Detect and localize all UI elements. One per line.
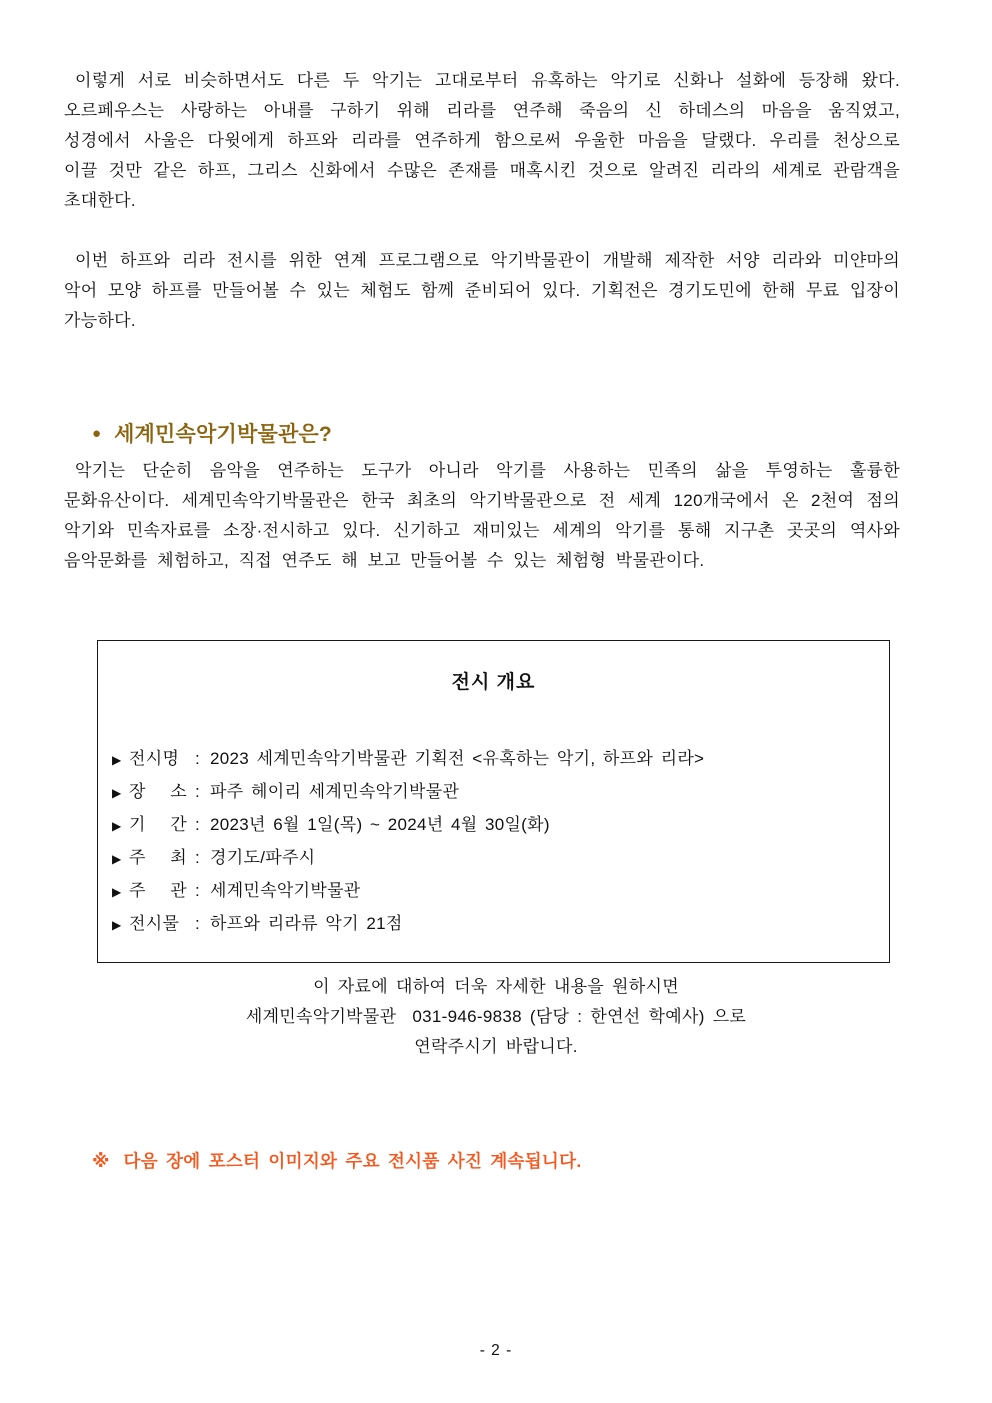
triangle-bullet-icon: ▶ — [112, 852, 122, 866]
overview-item-organizer — [112, 874, 889, 907]
contact-info — [0, 972, 992, 1062]
overview-item-colon: : — [195, 881, 201, 900]
overview-item-host — [112, 841, 889, 874]
exhibition-overview-box — [97, 640, 890, 963]
overview-item-value: 경기도/파주시 — [210, 848, 316, 867]
section-heading-text: 세계민속악기박물관은? — [114, 423, 332, 446]
overview-item-label: 장 소 — [129, 782, 187, 801]
overview-item-value: 하프와 리라류 악기 21점 — [210, 914, 403, 933]
overview-item-venue — [112, 775, 889, 808]
continuation-note-text: 다음 장에 포스터 이미지와 주요 전시품 사진 계속됩니다. — [123, 1151, 582, 1171]
overview-item-label: 주 관 — [129, 881, 187, 900]
overview-item-value: 2023 세계민속악기박물관 기획전 <유혹하는 악기, 하프와 리라> — [210, 749, 705, 768]
section-heading-about-museum — [92, 418, 332, 448]
contact-line-1: 이 자료에 대하여 더욱 자세한 내용을 원하시면 — [313, 977, 679, 996]
overview-item-period — [112, 808, 889, 841]
overview-item-exhibits — [112, 907, 889, 940]
contact-line-2: 세계민속악기박물관 031-946-9838 (담당 : 한연선 학예사) 으로 — [245, 1007, 747, 1026]
triangle-bullet-icon: ▶ — [112, 786, 122, 800]
triangle-bullet-icon: ▶ — [112, 918, 122, 932]
overview-item-value: 2023년 6월 1일(목) ~ 2024년 4월 30일(화) — [210, 815, 550, 834]
paragraph-about-museum: 악기는 단순히 음악을 연주하는 도구가 아니라 악기를 사용하는 민족의 삶을 투영하는 훌륭한 문화유산이다. 세계민속악기박물관은 한국 최초의 악기박물관으로 전 세계 120개국에서 온 2천여 점의 악기와 민속자료를 소장·전시하고 있다. 신기하고 재미있는 세계의 악기를 통해 지구촌 곳곳의 역사와 음악문화를 체험하고, 직접 연주도 해 보고 만들어볼 수 있는 체험형 박물관이다. — [64, 461, 900, 570]
page-number: - 2 - — [479, 1342, 513, 1359]
triangle-bullet-icon: ▶ — [112, 819, 122, 833]
paragraph-program: 이번 하프와 리라 전시를 위한 연계 프로그램으로 악기박물관이 개발해 제작한 서양 리라와 미얀마의 악어 모양 하프를 만들어볼 수 있는 체험도 함께 준비되어 있다. 기획전은 경기도민에 한해 무료 입장이 가능하다. — [64, 251, 900, 330]
overview-item-exhibition-name — [112, 742, 889, 775]
overview-box-title: 전시 개요 — [451, 672, 536, 693]
triangle-bullet-icon: ▶ — [112, 885, 122, 899]
overview-item-label: 전시명 — [129, 749, 180, 768]
overview-item-label: 주 최 — [129, 848, 187, 867]
triangle-bullet-icon: ▶ — [112, 753, 122, 767]
circle-bullet-icon: ● — [92, 424, 102, 442]
contact-line-3: 연락주시기 바랍니다. — [414, 1037, 578, 1056]
overview-list — [98, 742, 889, 940]
overview-item-label: 전시물 — [129, 914, 180, 933]
overview-item-value: 세계민속악기박물관 — [210, 881, 361, 900]
overview-item-colon: : — [195, 782, 201, 801]
overview-item-value: 파주 헤이리 세계민속악기박물관 — [210, 782, 460, 801]
overview-item-label: 기 간 — [129, 815, 187, 834]
continuation-note — [92, 1148, 582, 1173]
reference-mark-icon: ※ — [92, 1151, 110, 1171]
paragraph-intro: 이렇게 서로 비슷하면서도 다른 두 악기는 고대로부터 유혹하는 악기로 신화나 설화에 등장해 왔다. 오르페우스는 사랑하는 아내를 구하기 위해 리라를 연주해 죽음의 신 하데스의 마음을 움직였고, 성경에서 사울은 다윗에게 하프와 리라를 연주하게 함으로써 우울한 마음을 달랬다. 우리를 천상으로 이끌 것만 같은 하프, 그리스 신화에서 수많은 존재를 매혹시킨 것으로 알려진 리라의 세계로 관람객을 초대한다. — [64, 71, 900, 210]
overview-item-colon: : — [195, 848, 201, 867]
overview-item-colon: : — [195, 749, 201, 768]
overview-item-colon: : — [195, 815, 201, 834]
overview-item-colon: : — [195, 914, 201, 933]
